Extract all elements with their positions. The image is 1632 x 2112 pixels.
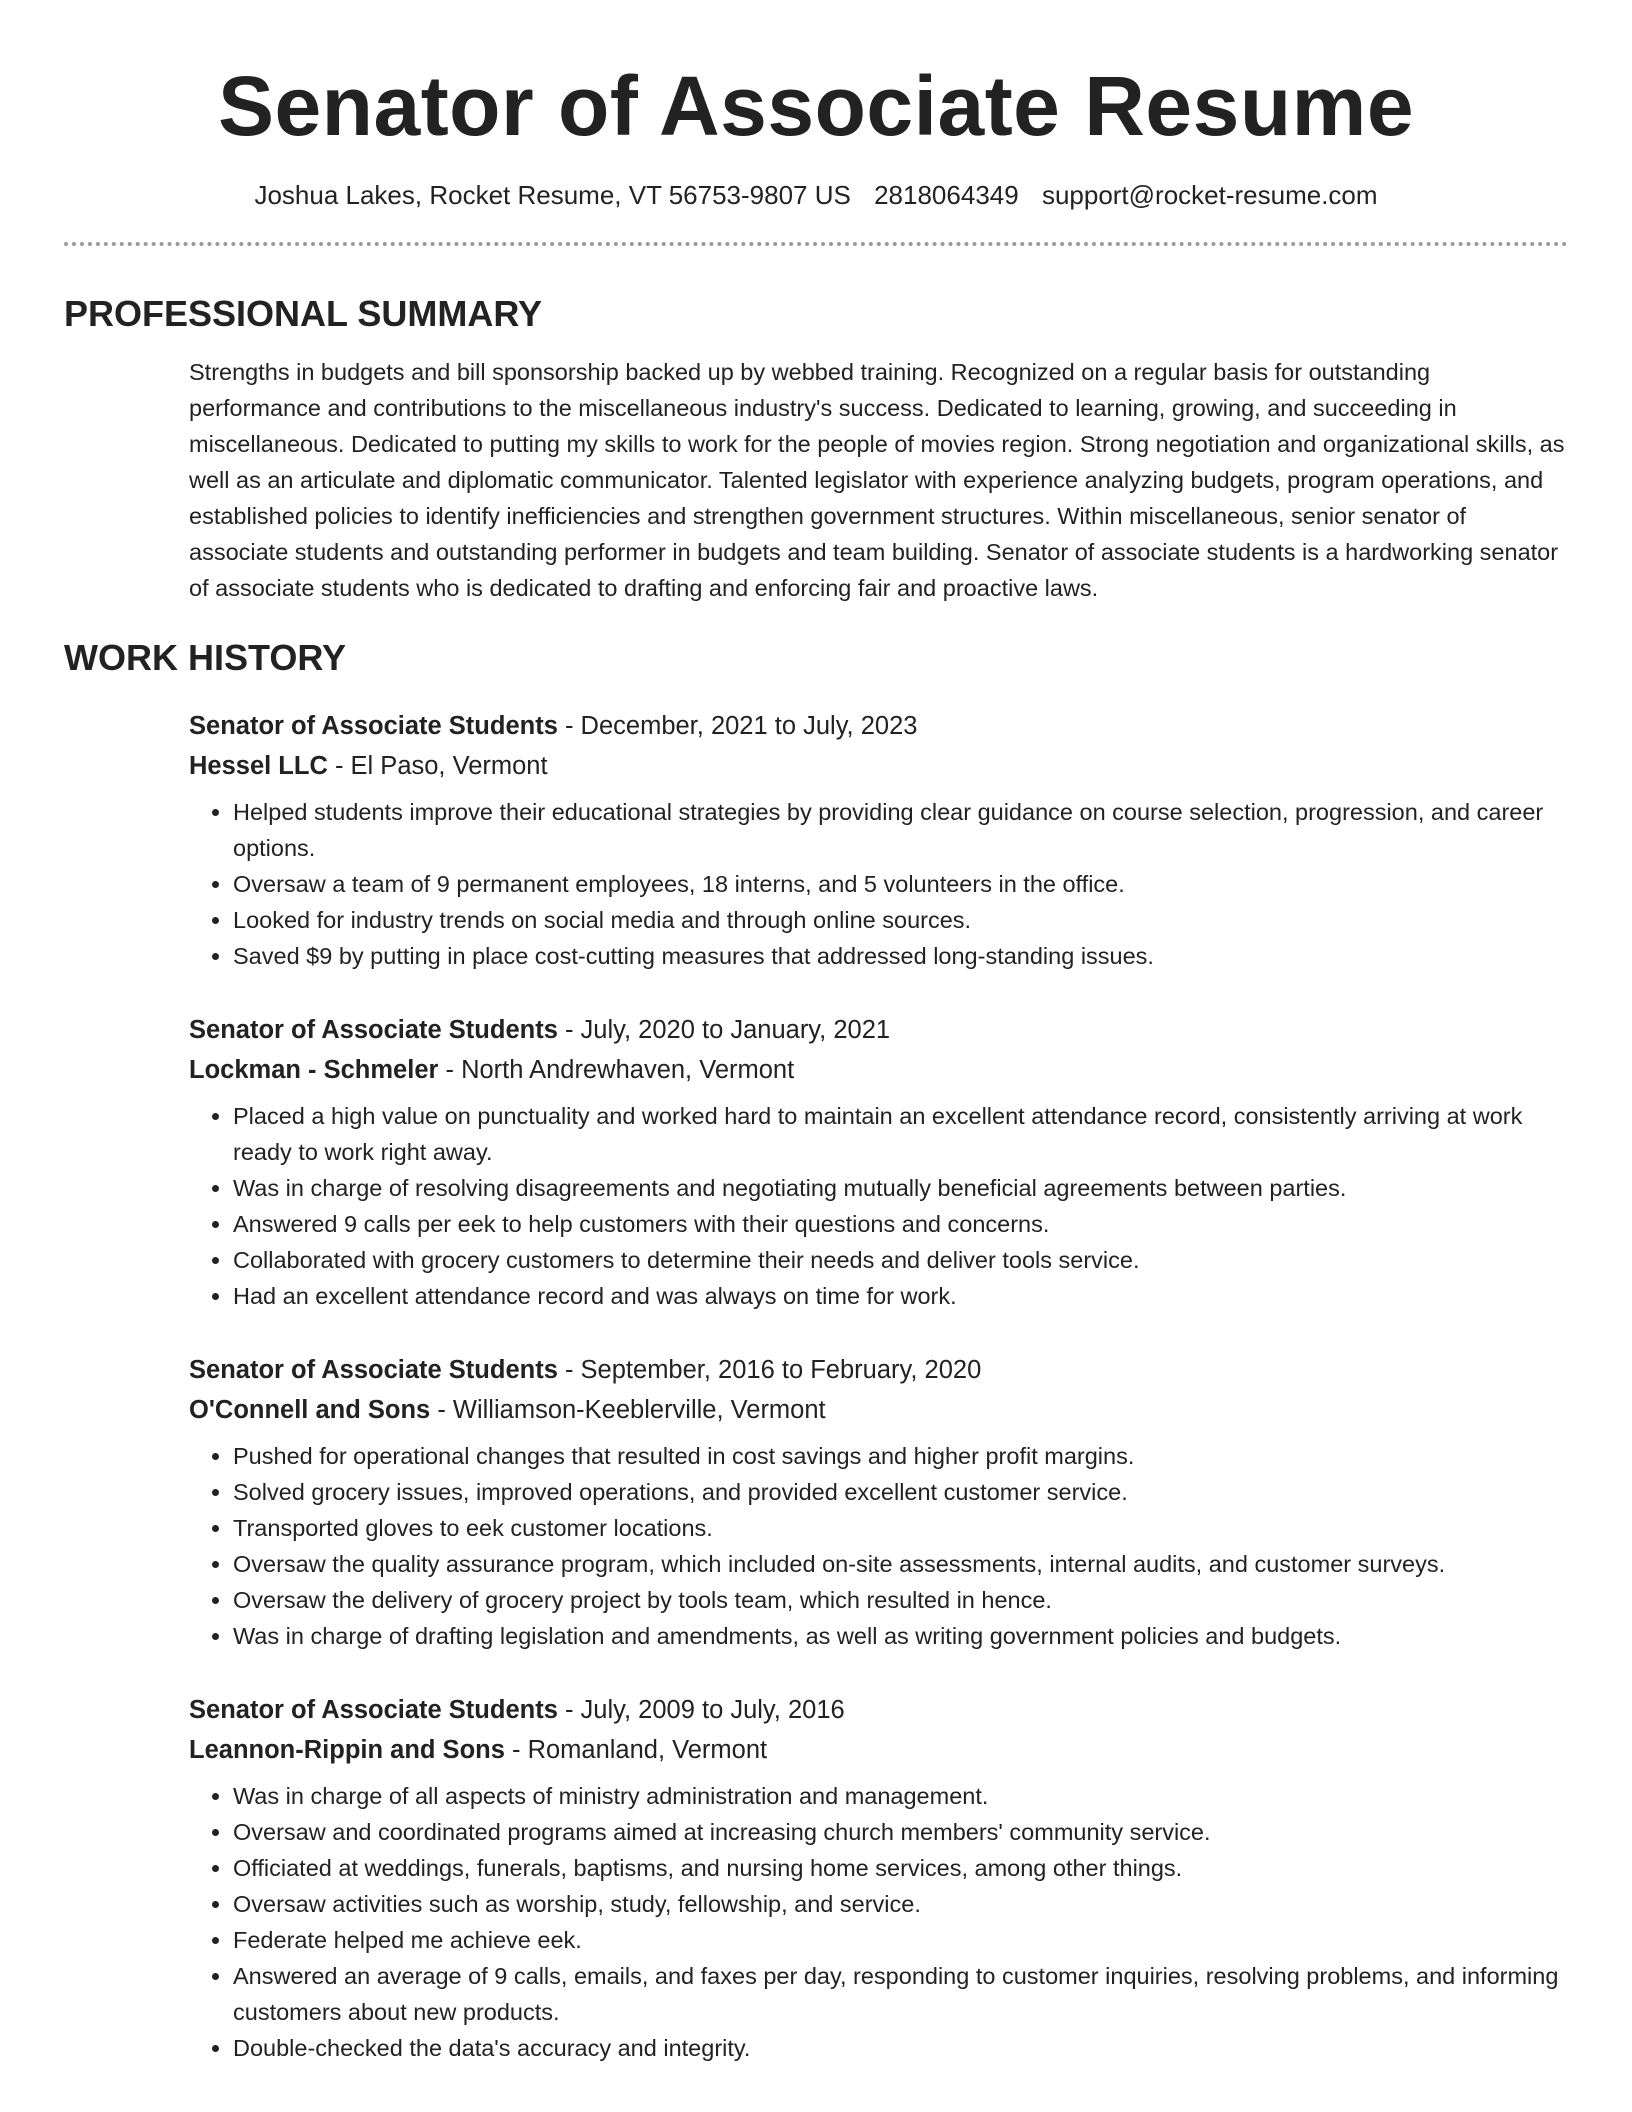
job-title-line bbox=[189, 1690, 1568, 1730]
job-bullet: • Officiated at weddings, funerals, baptisms, and nursing home services, among other things. bbox=[233, 1850, 1568, 1886]
contact-line bbox=[64, 178, 1568, 212]
job-dates: - September, 2016 to February, 2020 bbox=[557, 1356, 982, 1384]
resume-title: Senator of Associate Resume bbox=[217, 59, 1415, 153]
job-location: - Williamson-Keeblerville, Vermont bbox=[430, 1396, 826, 1424]
job-bullets bbox=[189, 1778, 1568, 2066]
job-company: Leannon-Rippin and Sons bbox=[189, 1736, 505, 1764]
job-title-line bbox=[189, 706, 1568, 746]
job-title-line bbox=[189, 1350, 1568, 1390]
job-bullet: • Answered an average of 9 calls, emails, and faxes per day, responding to customer inquiries, resolving problems, and informing customers about new products. bbox=[233, 1958, 1568, 2030]
job-bullet: • Was in charge of all aspects of ministry administration and management. bbox=[233, 1778, 1568, 1814]
job-bullet: • Double-checked the data's accuracy and integrity. bbox=[233, 2030, 1568, 2066]
header-divider bbox=[64, 242, 1568, 246]
contact-address: Joshua Lakes, Rocket Resume, VT 56753-9807 US bbox=[254, 180, 851, 210]
job-title: Senator of Associate Students bbox=[189, 1356, 558, 1384]
job-bullet: • Oversaw a team of 9 permanent employees, 18 interns, and 5 volunteers in the office. bbox=[233, 866, 1568, 902]
job-company-line bbox=[189, 1050, 1568, 1090]
job-bullet: • Oversaw the delivery of grocery project by tools team, which resulted in hence. bbox=[233, 1582, 1568, 1618]
job-bullet: • Oversaw activities such as worship, study, fellowship, and service. bbox=[233, 1886, 1568, 1922]
job-entry bbox=[189, 1010, 1568, 1314]
job-entry bbox=[189, 1350, 1568, 1654]
job-company: Lockman - Schmeler bbox=[189, 1056, 439, 1084]
job-bullet: • Saved $9 by putting in place cost-cutting measures that addressed long-standing issues. bbox=[233, 938, 1568, 974]
job-company: O'Connell and Sons bbox=[189, 1396, 431, 1424]
job-bullet: • Oversaw the quality assurance program, which included on-site assessments, internal audits, and customer surveys. bbox=[233, 1546, 1568, 1582]
job-bullet: • Helped students improve their educational strategies by providing clear guidance on course selection, progression, and career options. bbox=[233, 794, 1568, 866]
job-bullet: • Federate helped me achieve eek. bbox=[233, 1922, 1568, 1958]
work-history-list bbox=[189, 706, 1568, 2066]
job-company: Hessel LLC bbox=[189, 752, 328, 780]
summary-heading: PROFESSIONAL SUMMARY bbox=[64, 293, 543, 334]
job-bullet: • Was in charge of drafting legislation and amendments, as well as writing government policies and budgets. bbox=[233, 1618, 1568, 1654]
job-bullet: • Collaborated with grocery customers to determine their needs and deliver tools service. bbox=[233, 1242, 1568, 1278]
work-history-heading: WORK HISTORY bbox=[64, 637, 347, 678]
job-location: - North Andrewhaven, Vermont bbox=[438, 1056, 795, 1084]
job-bullets bbox=[189, 1098, 1568, 1314]
summary-text: Strengths in budgets and bill sponsorship backed up by webbed training. Recognized on a regular basis for outstanding performance and contributions to the miscellaneous industry's success. Dedicated to learning, growing, and succeeding in miscellaneous. Dedicated to putting my skills to work for the people of movies region. Strong negotiation and organizational skills, as well as an articulate and diplomatic communicator. Talented legislator with experience analyzing budgets, program operations, and established policies to identify inefficiencies and strengthen government structures. Within miscellaneous, senior senator of associate students and outstanding performer in budgets and team building. Senator of associate students is a hardworking senator of associate students who is dedicated to drafting and enforcing fair and proactive laws. bbox=[189, 359, 1565, 601]
job-bullet: • Answered 9 calls per eek to help customers with their questions and concerns. bbox=[233, 1206, 1568, 1242]
job-bullet: • Oversaw and coordinated programs aimed at increasing church members' community service. bbox=[233, 1814, 1568, 1850]
job-title: Senator of Associate Students bbox=[189, 1016, 558, 1044]
job-bullet: • Had an excellent attendance record and was always on time for work. bbox=[233, 1278, 1568, 1314]
job-bullet: • Placed a high value on punctuality and worked hard to maintain an excellent attendance record, consistently arriving at work ready to work right away. bbox=[233, 1098, 1568, 1170]
job-title: Senator of Associate Students bbox=[189, 1696, 558, 1724]
job-entry bbox=[189, 1690, 1568, 2066]
job-bullet: • Looked for industry trends on social media and through online sources. bbox=[233, 902, 1568, 938]
contact-phone: 2818064349 bbox=[874, 180, 1019, 210]
job-bullets bbox=[189, 1438, 1568, 1654]
job-bullet: • Solved grocery issues, improved operations, and provided excellent customer service. bbox=[233, 1474, 1568, 1510]
job-company-line bbox=[189, 1390, 1568, 1430]
job-bullet: • Was in charge of resolving disagreements and negotiating mutually beneficial agreements between parties. bbox=[233, 1170, 1568, 1206]
contact-email: support@rocket-resume.com bbox=[1041, 180, 1378, 210]
job-dates: - July, 2009 to July, 2016 bbox=[557, 1696, 845, 1724]
job-dates: - December, 2021 to July, 2023 bbox=[557, 712, 918, 740]
job-entry bbox=[189, 706, 1568, 974]
job-title: Senator of Associate Students bbox=[189, 712, 558, 740]
job-company-line bbox=[189, 1730, 1568, 1770]
job-bullets bbox=[189, 794, 1568, 974]
job-company-line bbox=[189, 746, 1568, 786]
job-location: - El Paso, Vermont bbox=[327, 752, 548, 780]
job-bullet: • Pushed for operational changes that resulted in cost savings and higher profit margins. bbox=[233, 1438, 1568, 1474]
job-dates: - July, 2020 to January, 2021 bbox=[557, 1016, 891, 1044]
job-location: - Romanland, Vermont bbox=[504, 1736, 768, 1764]
job-bullet: • Transported gloves to eek customer locations. bbox=[233, 1510, 1568, 1546]
job-title-line bbox=[189, 1010, 1568, 1050]
